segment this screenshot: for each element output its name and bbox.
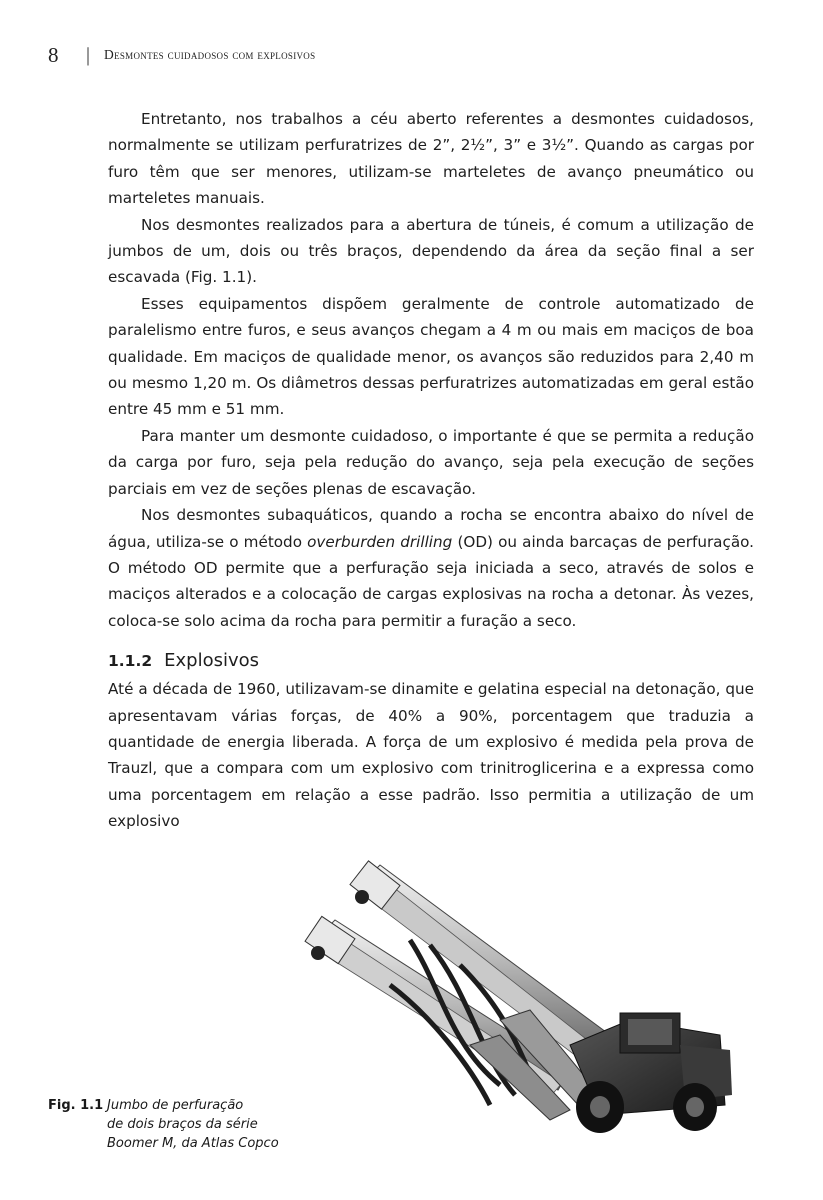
paragraph <box>108 502 754 634</box>
paragraph: Entretanto, nos trabalhos a céu aberto referentes a desmontes cuidadosos, normalmente se utilizam perfuratrizes de 2”, 2½”, 3” e 3½”. Quando as cargas por furo têm que ser menores, utilizam-se marteletes de avanço pneumático ou marteletes manuais. <box>108 110 754 208</box>
figure-label: Fig. 1.1 <box>48 1098 104 1113</box>
header-separator: | <box>86 43 91 66</box>
paragraph: Para manter um desmonte cuidadoso, o importante é que se permita a redução da carga por furo, seja pela redução do avanço, seja pela execução de seções parciais em vez de seções plenas de escavação. <box>108 426 754 498</box>
paragraph-text: (OD) ou ainda barcaças de perfuração. O método OD permite que a perfuração seja iniciada a seco, através de solos e maciços alterados e a colocação de cargas explosivas na rocha a detonar. Às vezes, coloca-se solo acima da rocha para permitir a furação a seco. <box>108 532 754 630</box>
running-title: Desmontes cuidadosos com explosivos <box>104 47 316 62</box>
caption-line: Boomer M, da Atlas Copco <box>107 1136 279 1151</box>
caption-line: de dois braços da série <box>107 1117 258 1132</box>
drilling-jumbo-icon <box>300 845 740 1135</box>
figure-caption <box>48 1096 307 1153</box>
section-title: Explosivos <box>164 650 260 672</box>
section-number: 1.1.2 <box>108 652 153 671</box>
paragraph: Esses equipamentos dispõem geralmente de controle automatizado de paralelismo entre furos, e seus avanços chegam a 4 m ou mais em maciços de boa qualidade. Em maciços de qualidade menor, os avanços são reduzidos para 2,40 m ou mesmo 1,20 m. Os diâmetros dessas perfuratrizes automatizadas em geral estão entre 45 mm e 51 mm. <box>108 294 754 419</box>
paragraph: Nos desmontes realizados para a abertura de túneis, é comum a utilização de jumbos de um, dois ou três braços, dependendo da área da seção final a ser escavada (Fig. 1.1). <box>108 215 754 287</box>
main-text <box>108 106 754 835</box>
paragraph: Até a década de 1960, utilizavam-se dinamite e gelatina especial na detonação, que apresentavam várias forças, de 40% a 90%, porcentagem que traduzia a quantidade de energia liberada. A força de um explosivo é medida pela prova de Trauzl, que a compara com um explosivo com trinitroglicerina e a expressa como uma porcentagem em relação a esse padrão. Isso permitia a utilização de um explosivo <box>108 680 754 831</box>
paragraph-text: Nos desmontes subaquáticos, quando a rocha se encontra abaixo do nível de água, utiliza-se o método <box>108 506 754 551</box>
caption-text <box>107 1096 307 1153</box>
page-header <box>48 40 775 70</box>
section-heading <box>108 648 754 676</box>
italic-term: overburden drilling <box>307 532 453 551</box>
caption-line: Jumbo de perfuração <box>107 1098 244 1113</box>
page-number: 8 <box>48 42 59 67</box>
